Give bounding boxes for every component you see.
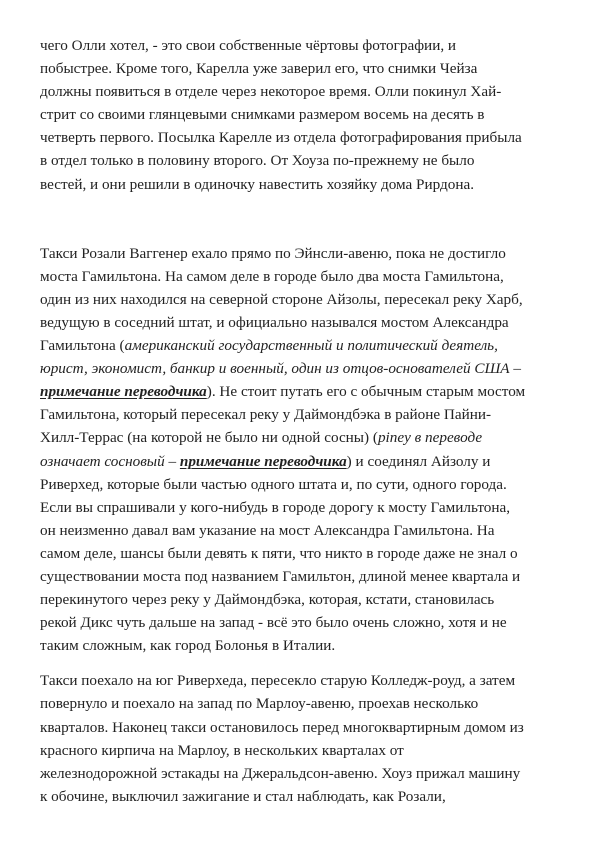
text-run: ). Не стоит путать его с обычным старым мостом — [206, 383, 526, 401]
paragraph — [40, 34, 564, 196]
text-run: чего Олли хотел, - это свои собственные чёртовы фотографии, и — [40, 37, 457, 54]
text-line — [40, 519, 564, 542]
text-line — [40, 311, 564, 334]
text-line — [40, 34, 564, 57]
text-run: Такси Розали Ваггенер ехало прямо по Эйнсли-авеню, пока не достигло — [40, 244, 506, 262]
text-line — [40, 565, 564, 588]
text-line — [40, 762, 564, 785]
text-run: моста Гамильтона. На самом деле в городе было два моста Гамильтона, — [40, 267, 504, 285]
text-line — [40, 450, 564, 473]
text-run: существовании моста под названием Гамильтон, длиной менее квартала и — [40, 567, 521, 585]
translator-note: примечание переводчика — [40, 383, 207, 401]
text-run: Риверхед, которые были частью одного штата и, по сути, одного города. — [40, 475, 507, 493]
text-run: Гамильтона ( — [40, 337, 125, 355]
document-page — [40, 34, 564, 808]
text-line — [40, 103, 564, 126]
translator-note: примечание переводчика — [179, 452, 347, 470]
text-line — [40, 242, 564, 265]
text-run: Гамильтона, который пересекал реку у Даймондбэка в районе Пайни- — [40, 406, 492, 424]
text-run: ведущую в соседний штат, и официально назывался мостом Александра — [40, 313, 509, 331]
text-run: он неизменно давал вам указание на мост Александра Гамильтона. На — [40, 521, 495, 539]
text-line — [40, 542, 564, 565]
text-run: вестей, и они решили в одиночку навестить хозяйку дома Рирдона. — [40, 175, 475, 193]
text-line — [40, 634, 564, 657]
text-run: Такси поехало на юг Риверхеда, пересекло старую Колледж-роуд, а затем — [40, 672, 516, 690]
text-run: перекинутого через реку у Даймондбэка, которая, кстати, становилась — [40, 591, 495, 609]
text-line — [40, 496, 564, 519]
text-run: стрит со своими глянцевыми снимками размером восемь на десять в — [40, 106, 485, 124]
text-line — [40, 80, 564, 103]
italic-text: означает сосновый – — [40, 452, 180, 470]
text-line — [40, 611, 564, 634]
text-line — [40, 669, 564, 692]
text-run: четверть первого. Посылка Карелле из отдела фотографирования прибыла — [40, 129, 522, 147]
text-line — [40, 692, 564, 715]
text-run: побыстрее. Кроме того, Карелла уже заверил его, что снимки Чейза — [40, 60, 478, 78]
text-line — [40, 785, 564, 808]
text-run: красного кирпича на Марлоу, в нескольких кварталах от — [40, 741, 404, 759]
text-line — [40, 334, 564, 357]
text-run: в отдел только в половину второго. От Хоуза по-прежнему не было — [40, 152, 475, 170]
text-line — [40, 473, 564, 496]
text-line — [40, 357, 564, 380]
text-line — [40, 149, 564, 172]
text-line — [40, 380, 564, 403]
text-run: к обочине, выключил зажигание и стал наблюдать, как Розали, — [40, 787, 446, 805]
text-run: рекой Дикс чуть дальше на запад - всё это было очень сложно, хотя и не — [40, 614, 507, 632]
paragraph — [40, 669, 564, 808]
italic-text: американский государственный и политический деятель, — [124, 337, 498, 355]
text-line — [40, 126, 564, 149]
text-run: ) и соединял Айзолу и — [346, 452, 491, 470]
text-run: должны появиться в отделе через некоторое время. Олли покинул Хай- — [40, 83, 502, 101]
text-line — [40, 739, 564, 762]
text-line — [40, 173, 564, 196]
text-run: Хилл-Террас (на которой не было ни одной сосны) ( — [40, 429, 378, 447]
text-line — [40, 716, 564, 739]
text-run: железнодорожной эстакады на Джеральдсон-авеню. Хоуз прижал машину — [40, 764, 521, 782]
text-line — [40, 288, 564, 311]
text-run: повернуло и поехало на запад по Марлоу-авеню, проехав несколько — [40, 695, 479, 713]
text-run: таким сложным, как город Болонья в Италии. — [40, 637, 336, 655]
text-run: кварталов. Наконец такси остановилось перед многоквартирным домом из — [40, 718, 524, 736]
text-line — [40, 57, 564, 80]
italic-text: piney в переводе — [377, 429, 483, 447]
text-line — [40, 426, 564, 449]
text-run: Если вы спрашивали у кого-нибудь в городе дорогу к мосту Гамильтона, — [40, 498, 511, 516]
text-line — [40, 403, 564, 426]
text-line — [40, 588, 564, 611]
text-run: самом деле, шансы были девять к пяти, что никто в городе даже не знал о — [40, 544, 518, 562]
text-run: один из них находился на северной стороне Айзолы, пересекал реку Харб, — [40, 290, 523, 308]
text-line — [40, 265, 564, 288]
italic-text: юрист, экономист, банкир и военный, один из отцов-основателей США – — [40, 360, 521, 378]
paragraph — [40, 242, 564, 658]
